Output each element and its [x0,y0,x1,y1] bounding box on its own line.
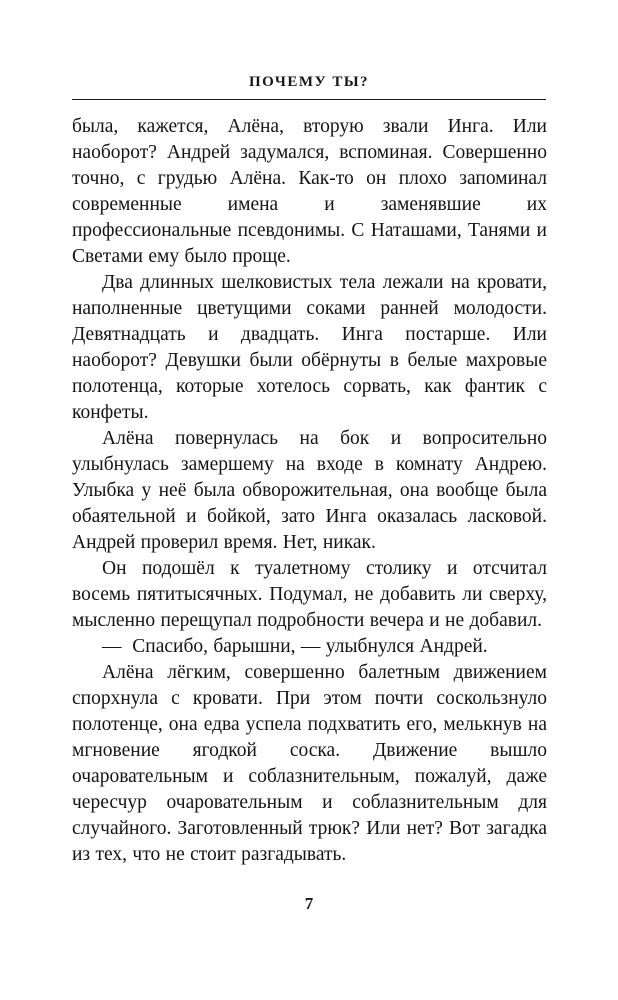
header-rule-divider [72,99,546,100]
paragraph: Алёна лёгким, совершенно балетным движением спорхнула с кровати. При этом почти соскользнуло полотенце, она едва успела подхватить его, мелькнув на мгновение ягодкой соска. Движение вышло очаровательным и соблазнительным, пожалуй, даже чересчур очаровательным и соблазнительным для случайного. Заготовленный трюк? Или нет? Вот загадка из тех, что не стоит разгадывать. [72,662,547,865]
page-number: 7 [304,894,314,913]
paragraph: Он подошёл к туалетному столику и отсчитал восемь пятитысячных. Подумал, не добавить ли сверху, мысленно перещупал подробности вечера и не добавил. [72,558,547,631]
running-header: ПОЧЕМУ ТЫ? [248,74,370,90]
page-body-text [72,114,547,868]
paragraph: Два длинных шелковистых тела лежали на кровати, наполненные цветущими соками ранней молодости. Девятнадцать и двадцать. Инга постарше. Или наоборот? Девушки были обёрнуты в белые махровые полотенца, которые хотелось сорвать, как фантик с конфеты. [72,272,547,423]
dialogue-paragraph: — Спасибо, барышни, — улыбнулся Андрей. [102,636,488,657]
paragraph: Алёна повернулась на бок и вопросительно улыбнулась замершему на входе в комнату Андрею. Улыбка у неё была обворожительная, она вообще была обаятельной и бойкой, зато Инга оказалась ласковой. Андрей проверил время. Нет, никак. [72,428,547,553]
paragraph: была, кажется, Алёна, вторую звали Инга. Или наоборот? Андрей задумался, вспоминая. Совершенно точно, с грудью Алёна. Как-то он плохо запоминал современные имена и заменявшие их профессиональные псевдонимы. С Наташами, Танями и Светами ему было проще. [72,116,547,267]
